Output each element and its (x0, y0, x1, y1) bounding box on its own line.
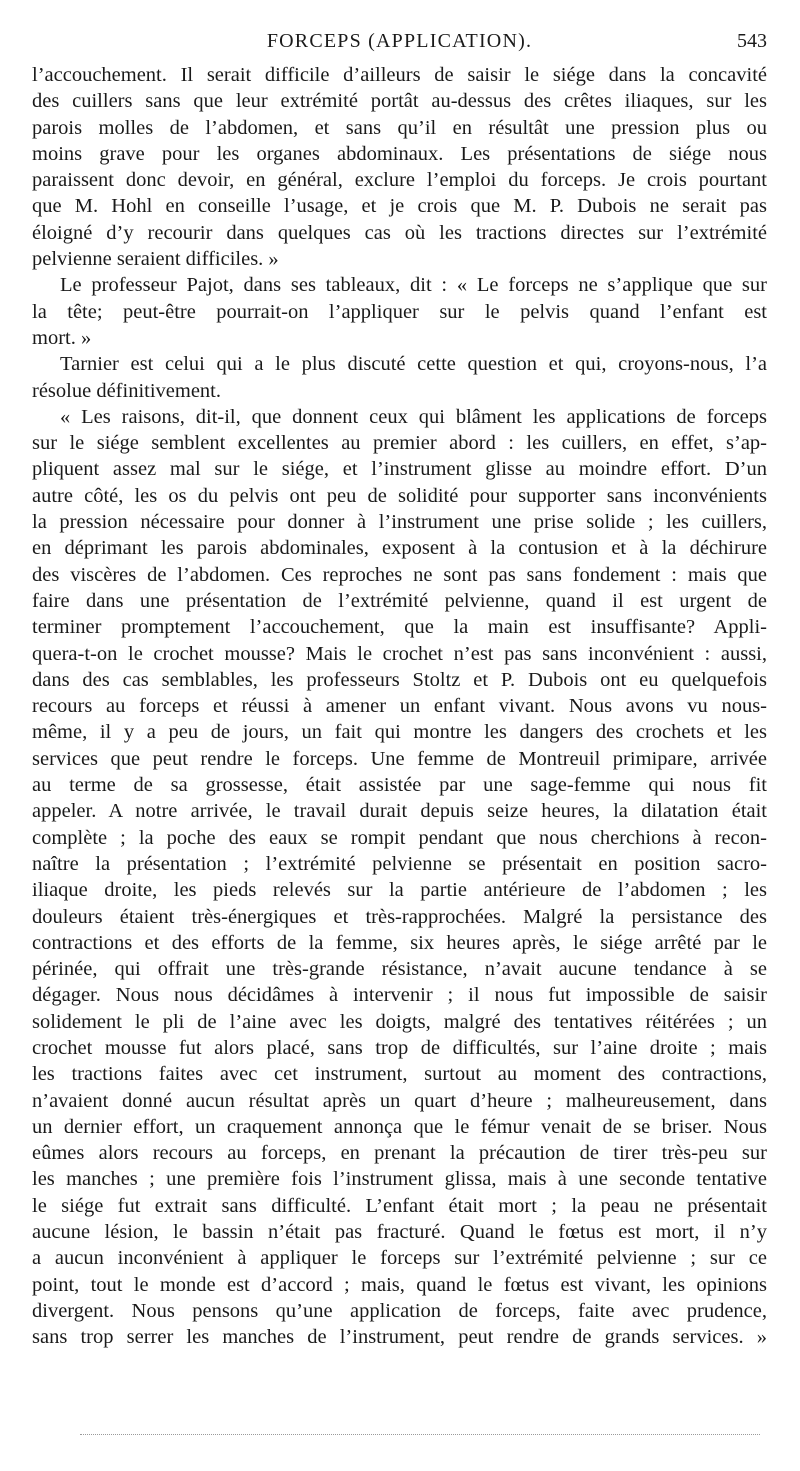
text-line: n’avaient donné aucun résultat après un quart d’heure ; malheureusement, dans (32, 1089, 767, 1112)
text-line: les manches ; une première fois l’instrument glissa, mais à une seconde tentative (32, 1168, 767, 1191)
text-line: divergent. Nous pensons qu’une application de forceps, faite avec prudence, (32, 1299, 767, 1322)
text-line: eûmes alors recours au forceps, en prenant la précaution de tirer très-peu sur (32, 1142, 767, 1165)
text-line: que M. Hohl en conseille l’usage, et je crois que M. P. Dubois ne serait pas (32, 195, 767, 218)
body-text (32, 62, 767, 1377)
text-line: au terme de sa grossesse, était assistée par une sage-femme qui nous fit (32, 774, 767, 797)
running-title: FORCEPS (APPLICATION). (266, 30, 533, 52)
text-line: appeler. A notre arrivée, le travail durait depuis seize heures, la dilatation était (32, 800, 767, 823)
text-line: autre côté, les os du pelvis ont peu de solidité pour supporter sans inconvénients (32, 484, 767, 507)
text-line: en déprimant les parois abdominales, exposent à la contusion et à la déchirure (32, 537, 767, 560)
text-line: iliaque droite, les pieds relevés sur la partie antérieure de l’abdomen ; les (32, 879, 767, 902)
text-line: la tête; peut-être pourrait-on l’appliquer sur le pelvis quand l’enfant est (32, 300, 767, 323)
text-line: recours au forceps et réussi à amener un enfant vivant. Nous avons vu nous- (32, 695, 767, 718)
page-number: 543 (737, 30, 767, 52)
text-line: éloigné d’y recourir dans quelques cas où les tractions directes sur l’extrémité (32, 221, 767, 244)
text-line: même, il y a peu de jours, un fait qui montre les dangers des crochets et les (32, 721, 767, 744)
text-line: périnée, qui offrait une très-grande résistance, n’avait aucune tendance à se (32, 958, 767, 981)
text-line: des viscères de l’abdomen. Ces reproches ne sont pas sans fondement : mais que (32, 563, 767, 586)
text-line: des cuillers sans que leur extrémité portât au-dessus des crêtes iliaques, sur les (32, 90, 767, 113)
text-line: mort. » (32, 326, 92, 349)
text-line: terminer promptement l’accouchement, que la main est insuffisante? Appli- (32, 616, 767, 639)
text-line: aucune lésion, le bassin n’était pas fracturé. Quand le fœtus est mort, il n’y (32, 1221, 767, 1244)
text-line: point, tout le monde est d’accord ; mais, quand le fœtus est vivant, les opinions (32, 1273, 767, 1296)
text-line: un dernier effort, un craquement annonça que le fémur venait de se briser. Nous (32, 1115, 767, 1138)
text-line: Tarnier est celui qui a le plus discuté cette question et qui, croyons-nous, l’a (60, 353, 767, 376)
text-line: crochet mousse fut alors placé, sans trop de difficultés, sur l’aine droite ; mais (32, 1036, 767, 1059)
text-line: services que peut rendre le forceps. Une femme de Montreuil primipare, arrivée (32, 747, 767, 770)
text-line: les tractions faites avec cet instrument, surtout au moment des contractions, (32, 1063, 767, 1086)
text-line: la pression nécessaire pour donner à l’instrument une prise solide ; les cuillers, (32, 511, 767, 534)
text-line: l’accouchement. Il serait difficile d’ailleurs de saisir le siége dans la concavité (32, 64, 767, 86)
text-line: pelvienne seraient difficiles. » (32, 248, 279, 271)
text-line: contractions et des efforts de la femme, six heures après, le siége arrêté par le (32, 931, 767, 954)
text-line: résolue définitivement. (32, 379, 221, 402)
text-line: douleurs étaient très-énergiques et très-rapprochées. Malgré la persistance des (32, 905, 767, 928)
text-line: paraissent donc devoir, en général, exclure l’emploi du forceps. Je crois pourtant (32, 169, 767, 192)
text-line (32, 1351, 767, 1377)
text-line: faire dans une présentation de l’extrémité pelvienne, quand il est urgent de (32, 589, 767, 612)
text-line: solidement le pli de l’aine avec les doigts, malgré des tentatives réitérées ; un (32, 1010, 767, 1033)
footer-rule (80, 1434, 760, 1435)
text-line: « Les raisons, dit-il, que donnent ceux qui blâment les applications de forceps (60, 405, 767, 428)
text-line: sur le siége semblent excellentes au premier abord : les cuillers, en effet, s’ap- (32, 432, 767, 455)
text-line: sans trop serrer les manches de l’instrument, peut rendre de grands services. » (32, 1326, 767, 1349)
text-line: Le professeur Pajot, dans ses tableaux, dit : « Le forceps ne s’applique que sur (60, 274, 767, 297)
text-line: quera-t-on le crochet mousse? Mais le crochet n’est pas sans inconvénient : aussi, (32, 642, 767, 665)
text-line: pliquent assez mal sur le siége, et l’instrument glisse au moindre effort. D’un (32, 458, 767, 481)
text-line: naître la présentation ; l’extrémité pelvienne se présentait en position sacro- (32, 852, 767, 875)
text-line: dégager. Nous nous décidâmes à intervenir ; il nous fut impossible de saisir (32, 984, 767, 1007)
text-line: dans des cas semblables, les professeurs Stoltz et P. Dubois ont eu quelquefois (32, 668, 767, 691)
text-line: parois molles de l’abdomen, et sans qu’il en résultât une pression plus ou (32, 116, 767, 139)
text-line: complète ; la poche des eaux se rompit pendant que nous cherchions à recon- (32, 826, 767, 849)
text-line: a aucun inconvénient à appliquer le forceps sur l’extrémité pelvienne ; sur ce (32, 1247, 767, 1270)
text-line: moins grave pour les organes abdominaux. Les présentations de siége nous (32, 142, 767, 165)
text-line: le siége fut extrait sans difficulté. L’enfant était mort ; la peau ne présentait (32, 1194, 767, 1217)
running-head (32, 30, 767, 56)
